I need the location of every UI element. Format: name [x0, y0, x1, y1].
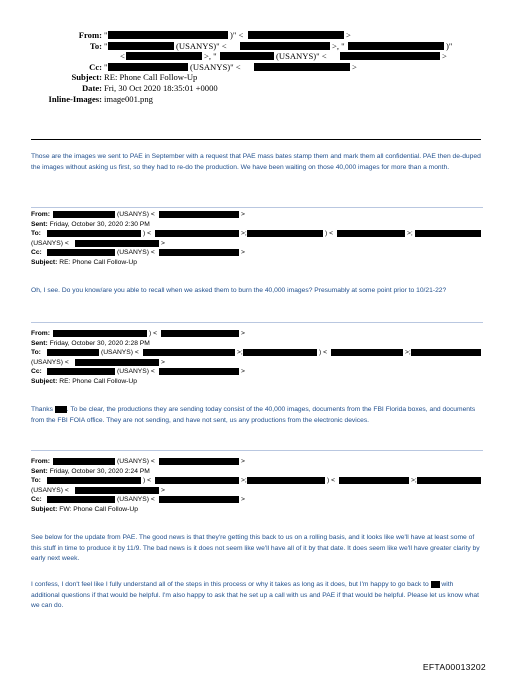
redaction-block: [108, 42, 174, 50]
message-separator: [31, 207, 483, 208]
quoted-sent-date: Friday, October 30, 2020 2:24 PM: [49, 467, 150, 475]
redaction-block: [47, 249, 115, 256]
body-text: with additional questions if that would be helpful. I'm also happy to ask that he set up a call with us and PAE if that would be helpful. Please let us know what we can do.: [31, 581, 479, 610]
quoted-to-label: To:: [31, 477, 41, 484]
quoted-from-label: From:: [31, 330, 50, 337]
quoted-header-3: [31, 457, 483, 514]
header-date-row: [0, 83, 512, 94]
redaction-block: [415, 230, 481, 237]
header-subject-row: [0, 72, 512, 83]
quoted-to-org: (USANYS) <: [31, 486, 69, 494]
message-separator: [31, 450, 483, 451]
redaction-block: [159, 496, 239, 503]
redaction-block: [53, 211, 115, 218]
redaction-block: [75, 487, 159, 494]
redaction-block: [75, 240, 159, 247]
quoted-cc-org: (USANYS) <: [117, 368, 155, 375]
redaction-block: [331, 349, 403, 356]
quoted-from-row: From: (USANYS) < >: [31, 211, 245, 218]
redaction-block: [159, 458, 239, 465]
body-text: I confess, I don't feel like I fully understand all of the steps in this process or why it takes as long as it does, but I'm happy to go back to: [31, 581, 429, 588]
header-date: Fri, 30 Oct 2020 18:35:01 +0000: [104, 82, 218, 93]
quoted-to-row-2: (USANYS) < >: [31, 239, 165, 247]
redaction-block: [47, 496, 115, 503]
redaction-block: [339, 477, 409, 484]
quoted-sent-row: [31, 467, 483, 477]
redaction-block: [143, 349, 235, 356]
quoted-sent-row: [31, 220, 483, 230]
quoted-to-org: (USANYS) <: [31, 239, 69, 247]
quoted-subject-label: Subject:: [31, 505, 58, 513]
quoted-cc-row: Cc: (USANYS) < >: [31, 368, 245, 375]
header-inline-images-row: [0, 94, 512, 105]
redaction-block: [155, 230, 239, 237]
header-subject-label: Subject:: [71, 72, 102, 83]
message-body-5: [31, 580, 483, 612]
quoted-subject-row: [31, 377, 483, 387]
redaction-block: [53, 458, 115, 465]
redaction-block: [55, 406, 67, 413]
quoted-to-row: To: ) < >; ) < >;: [31, 476, 483, 486]
quoted-subject: RE: Phone Call Follow-Up: [59, 258, 137, 266]
redaction-block: [411, 349, 481, 356]
redaction-block: [47, 368, 115, 375]
redaction-block: [108, 63, 188, 71]
redaction-block: [220, 52, 274, 60]
quoted-sent-date: Friday, October 30, 2020 2:28 PM: [49, 339, 150, 347]
redaction-block: [159, 368, 239, 375]
quoted-subject: FW: Phone Call Follow-Up: [59, 505, 138, 513]
redaction-block: [155, 477, 239, 484]
quoted-from-row: From: ) < >: [31, 330, 245, 337]
message-body-4: [31, 533, 483, 565]
redaction-block: [126, 52, 202, 60]
email-header: [0, 30, 512, 104]
header-to-label: To:: [89, 40, 102, 51]
body-paragraph: Those are the images we sent to PAE in September with a request that PAE mass bates stamp them and mark them all confidential. PAE then de-duped the images without asking us first, so they had to re-do the production. We have been waiting on those 40,000 images for more than a month.: [31, 153, 481, 171]
redaction-block: [47, 349, 99, 356]
quoted-from-label: From:: [31, 211, 50, 218]
quoted-cc-row: Cc: (USANYS) < >: [31, 249, 245, 256]
quoted-sent-label: Sent:: [31, 467, 48, 475]
header-from-row: From: " )" < >: [78, 30, 351, 40]
header-to-org-1: (USANYS)" <: [176, 40, 227, 51]
redaction-block: [47, 477, 141, 484]
header-cc-org: (USANYS)" <: [190, 61, 241, 72]
redaction-block: [340, 52, 440, 60]
quoted-to-org-2: (USANYS) <: [31, 358, 69, 366]
message-body-1: [31, 152, 483, 173]
quoted-header-1: [31, 210, 483, 267]
quoted-subject-label: Subject:: [31, 377, 58, 385]
header-subject: RE: Phone Call Follow-Up: [104, 72, 198, 83]
body-paragraph: [31, 405, 483, 426]
redaction-block: [53, 330, 147, 337]
quoted-subject-row: [31, 258, 483, 268]
body-paragraph: See below for the update from PAE. The good news is that they're getting this back to us on a rolling basis, and it looks like we'll have at least some of this stuff in time to produce it by 11/9. The bad news is it does not seem like we'll have all of it by that date. It does seem like we'll have greater clarity by early next week.: [31, 534, 480, 563]
quoted-sent-label: Sent:: [31, 339, 48, 347]
header-inline-images-label: Inline-Images:: [48, 93, 102, 104]
redaction-block: [337, 230, 405, 237]
redaction-block: [75, 359, 159, 366]
quoted-sent-row: [31, 339, 483, 349]
quoted-to-row: To: (USANYS) < >; ) < >;: [31, 348, 483, 358]
quoted-from-label: From:: [31, 458, 50, 465]
quoted-cc-org: (USANYS) <: [117, 249, 155, 256]
quoted-to-row-2: (USANYS) < >: [31, 358, 165, 366]
redaction-block: [161, 330, 239, 337]
header-to-row: To: " (USANYS)" < >, " )": [89, 40, 453, 51]
quoted-cc-label: Cc:: [31, 249, 42, 256]
quoted-to-org: (USANYS) <: [101, 349, 139, 356]
quoted-subject-label: Subject:: [31, 258, 58, 266]
redaction-block: [417, 477, 481, 484]
header-to-org-2: (USANYS)" <: [276, 51, 327, 62]
redaction-block: [254, 63, 350, 71]
redaction-block: [240, 42, 330, 50]
header-inline-images: image001.png: [104, 93, 153, 104]
quoted-to-row: To: ) < >; ) < >;: [31, 229, 483, 239]
document-id: EFTA00013202: [422, 662, 486, 672]
redaction-block: [159, 249, 239, 256]
message-body-3: [31, 405, 483, 426]
quoted-subject: RE: Phone Call Follow-Up: [59, 377, 137, 385]
redaction-block: [348, 42, 444, 50]
quoted-cc-label: Cc:: [31, 496, 42, 503]
body-text: . To be clear, the productions they are sending today consist of the 40,000 images, documents from the FBI Florida boxes, and documents from the FBI FOIA office. They are not sending, and have not sent, us any productions from the electronic devices.: [31, 406, 476, 424]
body-text: Thanks: [31, 406, 53, 413]
redaction-block: [247, 230, 323, 237]
header-from-label: From:: [78, 30, 102, 40]
redaction-block: [159, 211, 239, 218]
quoted-subject-row: [31, 505, 483, 515]
quoted-to-label: To:: [31, 230, 41, 237]
redaction-block: [431, 581, 440, 588]
quoted-cc-row: Cc: (USANYS) < >: [31, 496, 245, 503]
redaction-block: [248, 31, 344, 39]
header-cc-row: Cc: " (USANYS)" < >: [89, 61, 357, 72]
header-cc-label: Cc:: [89, 61, 102, 72]
message-separator: [31, 322, 483, 323]
redaction-block: [243, 349, 317, 356]
quoted-sent-label: Sent:: [31, 220, 48, 228]
quoted-from-org: (USANYS) <: [117, 458, 155, 465]
quoted-cc-org: (USANYS) <: [117, 496, 155, 503]
header-divider: [31, 139, 481, 140]
header-to-row-2: < >, " (USANYS)" < >: [120, 51, 447, 62]
header-date-label: Date:: [81, 82, 102, 93]
message-body-2: [31, 286, 483, 297]
quoted-to-row-2: (USANYS) < >: [31, 486, 165, 494]
quoted-cc-label: Cc:: [31, 368, 42, 375]
quoted-sent-date: Friday, October 30, 2020 2:30 PM: [49, 220, 150, 228]
body-paragraph: Oh, I see. Do you know/are you able to recall when we asked them to burn the 40,000 images? Presumably at some point prior to 10/21-22?: [31, 287, 447, 294]
quoted-from-row: From: (USANYS) < >: [31, 458, 245, 465]
body-paragraph: [31, 580, 483, 612]
redaction-block: [47, 230, 141, 237]
redaction-block: [108, 31, 228, 39]
quoted-from-org: (USANYS) <: [117, 211, 155, 218]
quoted-header-2: [31, 329, 483, 386]
quoted-to-label: To:: [31, 349, 41, 356]
redaction-block: [247, 477, 325, 484]
